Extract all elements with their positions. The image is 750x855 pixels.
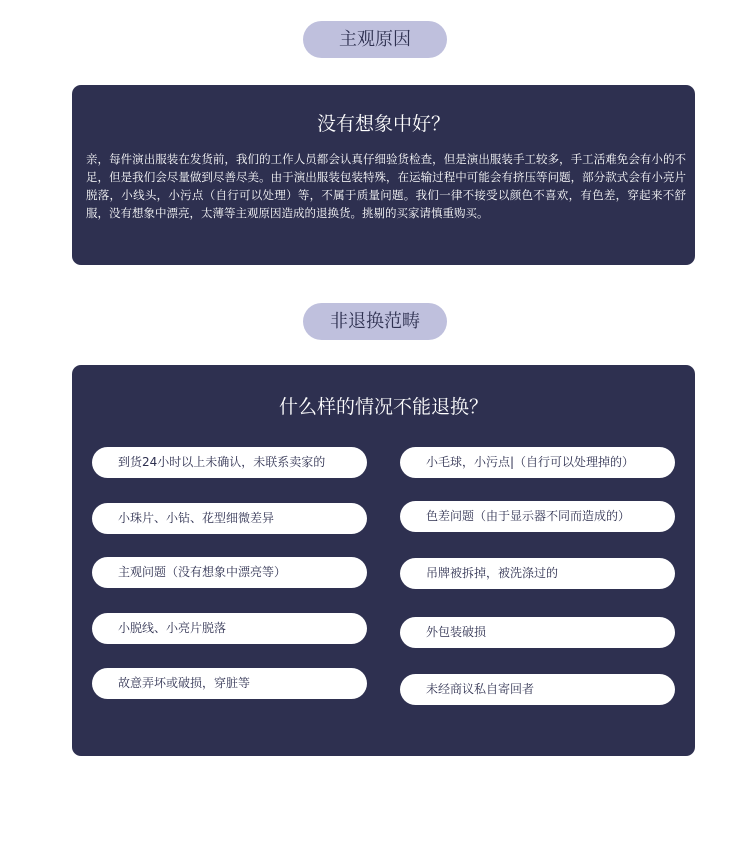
non-returnable-item: 色差问题（由于显示器不同而造成的） (400, 501, 675, 532)
non-returnable-item: 主观问题（没有想象中漂亮等） (92, 557, 367, 588)
section-label-subjective-reasons: 主观原因 (303, 21, 447, 58)
non-returnable-card (72, 365, 695, 756)
subjective-reasons-text: 亲，每件演出服装在发货前，我们的工作人员都会认真仔细验货检查，但是演出服装手工较多，手工活难免会有小的不足，但是我们会尽量做到尽善尽美。由于演出服装包装特殊，在运输过程中可能会有挤压等问题，部分款式会有小亮片脱落，小线头，小污点（自行可以处理）等，不属于质量问题。我们一律不接受以颜色不喜欢，有色差，穿起来不舒服，没有想象中漂亮，太薄等主观原因造成的退换货。挑剔的买家请慎重购买。 (86, 152, 686, 220)
non-returnable-item: 小毛球，小污点|（自行可以处理掉的） (400, 447, 675, 478)
non-returnable-item: 外包装破损 (400, 617, 675, 648)
card-title-non-returnable-cases: 什么样的情况不能退换？ (278, 396, 488, 418)
non-returnable-item: 吊牌被拆掉，被洗涤过的 (400, 558, 675, 589)
non-returnable-item: 小珠片、小钻、花型细微差异 (92, 503, 367, 534)
non-returnable-item: 到货24小时以上未确认，未联系卖家的 (92, 447, 367, 478)
card-title-not-as-expected: 没有想象中好？ (316, 113, 450, 135)
non-returnable-item: 未经商议私自寄回者 (400, 674, 675, 705)
section-label-non-returnable: 非退换范畴 (303, 303, 447, 340)
subjective-reasons-card (72, 85, 695, 265)
non-returnable-item: 故意弄坏或破损，穿脏等 (92, 668, 367, 699)
non-returnable-item: 小脱线、小亮片脱落 (92, 613, 367, 644)
